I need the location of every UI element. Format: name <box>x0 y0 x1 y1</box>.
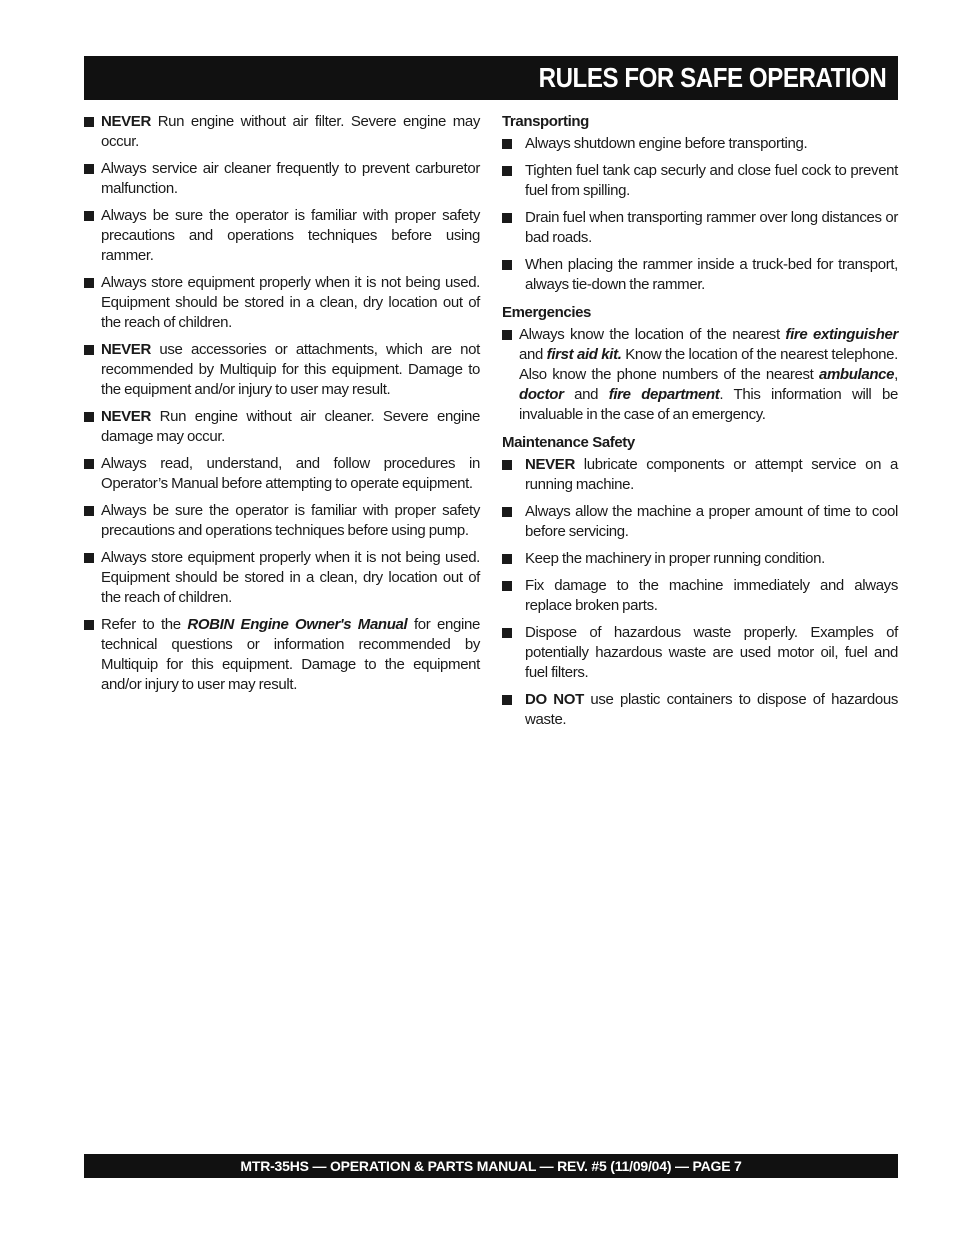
item-text: Drain fuel when transporting rammer over long distances or bad roads. <box>525 209 898 246</box>
square-bullet-icon <box>84 459 94 469</box>
item-text: . This information will be invaluable in the case of an emergency. <box>519 386 898 423</box>
item-text: Always read, understand, and follow procedures in Operator’s Manual before attempting to operate equipment. <box>101 455 480 492</box>
robin-manual-title: ROBIN Engine Owner's Manual <box>187 616 408 633</box>
list-item <box>84 501 480 541</box>
square-bullet-icon <box>84 164 94 174</box>
square-bullet-icon <box>502 581 512 591</box>
item-text: and <box>519 346 547 363</box>
square-bullet-icon <box>84 211 94 221</box>
item-text: Fix damage to the machine immediately and always replace broken parts. <box>525 577 898 614</box>
item-text: Keep the machinery in proper running condition. <box>525 550 825 567</box>
item-text: use accessories or attachments, which are not recommended by Multiquip for this equipment. Damage to the equipment and/or injury to user may result. <box>101 341 480 398</box>
section-heading-emergencies: Emergencies <box>502 304 591 321</box>
item-text: Dispose of hazardous waste properly. Examples of potentially hazardous waste are used motor oil, fuel and fuel filters. <box>525 624 898 681</box>
list-item-robin-manual <box>84 615 480 695</box>
square-bullet-icon <box>502 554 512 564</box>
list-item-emergencies <box>502 325 898 425</box>
square-bullet-icon <box>84 345 94 355</box>
list-item <box>84 548 480 608</box>
first-aid-kit-text: first aid kit. <box>546 346 622 363</box>
left-column <box>84 112 480 702</box>
square-bullet-icon <box>502 260 512 270</box>
item-lead: NEVER <box>525 456 575 473</box>
list-item <box>502 208 898 248</box>
item-text: Run engine without air filter. Severe engine may occur. <box>101 113 480 150</box>
square-bullet-icon <box>502 330 512 340</box>
square-bullet-icon <box>84 506 94 516</box>
list-item <box>502 623 898 683</box>
item-text: for engine technical questions or information recommended by Multiquip for this equipment. Damage to the equipment and/or injury to user may result. <box>101 616 480 693</box>
square-bullet-icon <box>502 166 512 176</box>
item-text: use plastic containers to dispose of hazardous waste. <box>525 691 898 728</box>
list-item <box>502 502 898 542</box>
item-lead: DO NOT <box>525 691 584 708</box>
item-text: Always store equipment properly when it is not being used. Equipment should be stored in a clean, dry location out of the reach of children. <box>101 274 480 331</box>
square-bullet-icon <box>84 278 94 288</box>
footer-bar <box>84 1154 898 1178</box>
list-item <box>502 161 898 201</box>
item-lead: NEVER <box>101 113 151 130</box>
list-item <box>502 690 898 730</box>
square-bullet-icon <box>502 139 512 149</box>
section-heading-maintenance: Maintenance Safety <box>502 434 635 451</box>
list-item <box>84 159 480 199</box>
item-text: Always store equipment properly when it is not being used. Equipment should be stored in a clean, dry location out of the reach of children. <box>101 549 480 606</box>
item-lead: NEVER <box>101 341 151 358</box>
square-bullet-icon <box>84 620 94 630</box>
item-text: Tighten fuel tank cap securly and close fuel cock to prevent fuel from spilling. <box>525 162 898 199</box>
square-bullet-icon <box>84 117 94 127</box>
item-text: Always be sure the operator is familiar with proper safety precautions and operations techniques before using rammer. <box>101 207 480 264</box>
item-text: Always shutdown engine before transporting. <box>525 135 808 152</box>
square-bullet-icon <box>502 628 512 638</box>
square-bullet-icon <box>502 507 512 517</box>
footer-text: MTR-35HS — OPERATION & PARTS MANUAL — REV. #5 (11/09/04) — PAGE 7 <box>240 1158 742 1174</box>
list-item <box>84 206 480 266</box>
list-item <box>502 455 898 495</box>
list-item <box>84 407 480 447</box>
item-text: Refer to the <box>101 616 188 633</box>
square-bullet-icon <box>502 695 512 705</box>
list-item <box>502 134 898 154</box>
list-item <box>84 112 480 152</box>
doctor-text: doctor <box>519 386 564 403</box>
right-column <box>502 112 898 737</box>
item-text: and <box>563 386 609 403</box>
fire-department-text: fire department <box>608 386 720 403</box>
ambulance-text: ambulance <box>818 366 895 383</box>
item-text: lubricate components or attempt service on a running machine. <box>525 456 898 493</box>
list-item <box>84 454 480 494</box>
header-bar <box>84 56 898 100</box>
item-text: Always allow the machine a proper amount of time to cool before servicing. <box>525 503 898 540</box>
section-heading-transporting: Transporting <box>502 113 589 130</box>
item-text: When placing the rammer inside a truck-bed for transport, always tie-down the rammer. <box>525 256 898 293</box>
square-bullet-icon <box>84 412 94 422</box>
list-item <box>502 576 898 616</box>
fire-extinguisher-text: fire extinguisher <box>785 326 898 343</box>
square-bullet-icon <box>84 553 94 563</box>
list-item <box>502 549 898 569</box>
page-title: RULES FOR SAFE OPERATION <box>538 62 886 93</box>
item-text: Run engine without air cleaner. Severe engine damage may occur. <box>101 408 480 445</box>
item-lead: NEVER <box>101 408 151 425</box>
square-bullet-icon <box>502 213 512 223</box>
item-text: Know the location of the nearest telephone. Also know the phone numbers of the nearest <box>519 346 898 383</box>
list-item <box>84 273 480 333</box>
item-text: Always know the location of the nearest <box>519 326 786 343</box>
item-text: , <box>894 366 898 383</box>
list-item <box>502 255 898 295</box>
square-bullet-icon <box>502 460 512 470</box>
item-text: Always service air cleaner frequently to prevent carburetor malfunction. <box>101 160 480 197</box>
list-item <box>84 340 480 400</box>
item-text: Always be sure the operator is familiar with proper safety precautions and operations techniques before using pump. <box>101 502 480 539</box>
